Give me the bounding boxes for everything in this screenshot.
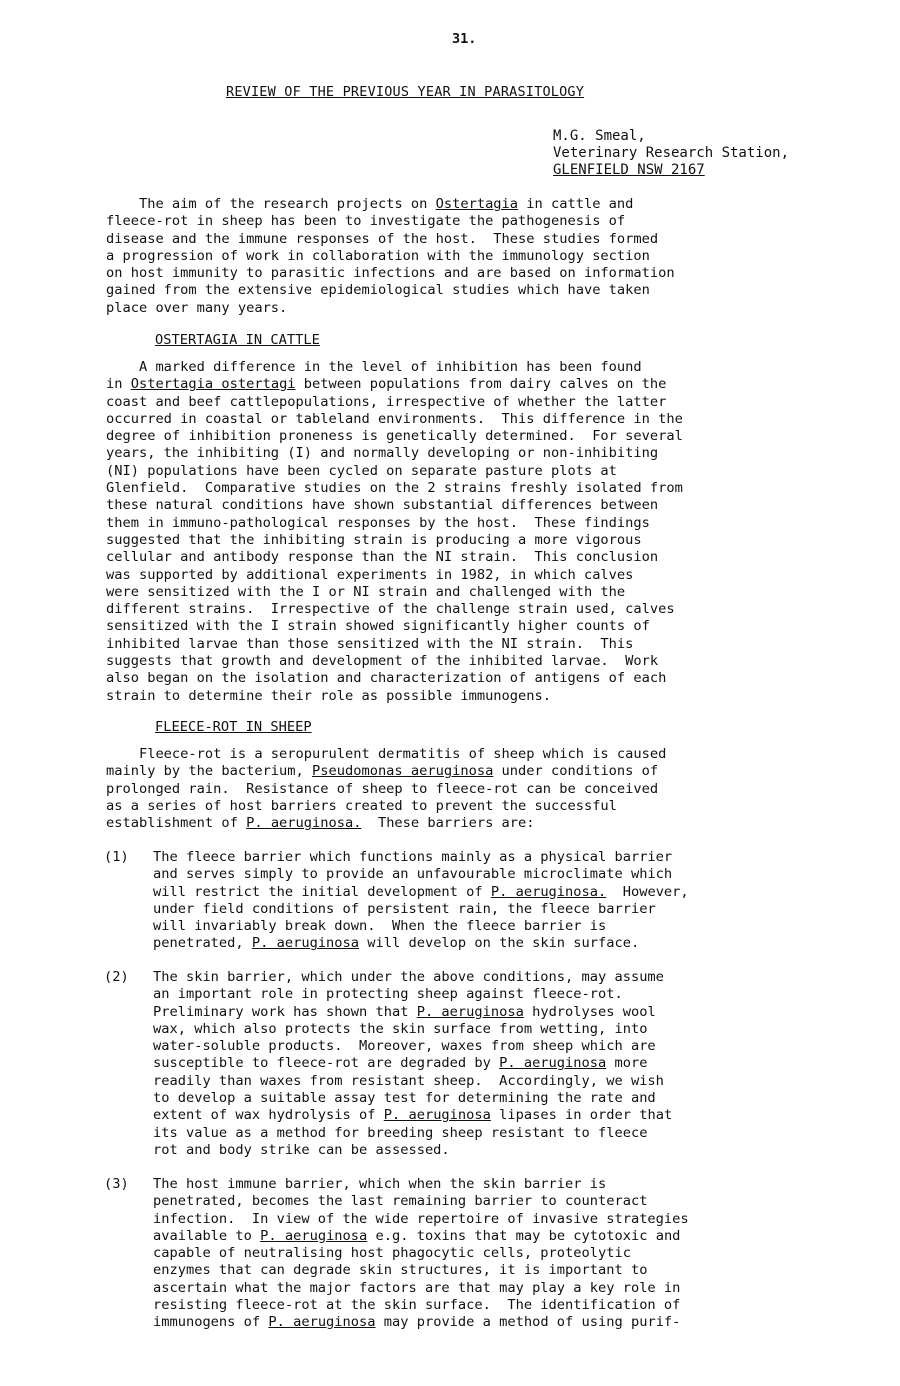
author-name: M.G. Smeal, bbox=[553, 128, 646, 144]
section-heading-ostertagia: OSTERTAGIA IN CATTLE bbox=[155, 332, 320, 348]
species-pseudomonas-aeruginosa: Pseudomonas aeruginosa bbox=[312, 763, 494, 780]
document-title: REVIEW OF THE PREVIOUS YEAR IN PARASITOLOGY bbox=[226, 84, 585, 100]
page-number: 31. bbox=[452, 31, 477, 47]
author-affiliation: Veterinary Research Station, bbox=[553, 145, 790, 161]
list-item-number: (1) bbox=[104, 849, 129, 865]
fleece-rot-paragraph: Fleece-rot is a seropurulent dermatitis of sheep which is caused mainly by the bacterium, Pseudomonas aeruginosa under conditions of prolonged rain. Resistance of sheep to fleece-rot can be conceived as a series of host barriers created to prevent the successful establishment of P. aeruginosa. These barriers are: bbox=[106, 746, 667, 832]
list-item-fleece-barrier: The fleece barrier which functions mainly as a physical barrier and serves simply to provide an unfavourable microclimate which will restrict the initial development of P. aeruginosa. However, under field conditions of persistent rain, the fleece barrier will invariably break down. When the fleece barrier is penetrated, P. aeruginosa will develop on the skin surface. bbox=[153, 849, 689, 952]
genus-ostertagia: Ostertagia bbox=[435, 196, 519, 212]
list-item-number: (3) bbox=[104, 1176, 129, 1192]
ostertagia-paragraph: A marked difference in the level of inhibition has been found in Ostertagia ostertagi between populations from dairy calves on the coast and beef cattlepopulations, irrespective of whether the latter occurred in coastal or tableland environments. This difference in the degree of inhibition proneness is genetically determined. For several years, the inhibiting (I) and normally developing or non-inhibiting (NI) populations have been cycled on separate pasture plots at Glenfield. Comparative studies on the 2 strains freshly isolated from these natural conditions have shown substantial differences between them in immuno-pathological responses by the host. These findings suggested that the inhibiting strain is producing a more vigorous cellular and antibody response than the NI strain. This conclusion was supported by additional experiments in 1982, in which calves were sensitized with the I or NI strain and challenged with the different strains. Irrespective of the challenge strain used, calves sensitized with the I strain showed significantly higher counts of inhibited larvae than those sensitized with the NI strain. This suggests that growth and development of the inhibited larvae. Work also began on the isolation and characterization of antigens of each strain to determine their role as possible immunogens. bbox=[106, 359, 683, 704]
list-item-immune-barrier: The host immune barrier, which when the skin barrier is penetrated, becomes the last remaining barrier to counteract infection. In view of the wide repertoire of invasive strategies available to P. aeruginosa e.g. toxins that may be cytotoxic and capable of neutralising host phagocytic cells, proteolytic enzymes that can degrade skin structures, it is important to ascertain what the major factors are that may play a key role in resisting fleece-rot at the skin surface. The identification of immunogens of P. aeruginosa may provide a method of using purif- bbox=[153, 1176, 689, 1331]
author-location: GLENFIELD NSW 2167 bbox=[553, 162, 705, 178]
section-heading-fleece-rot: FLEECE-ROT IN SHEEP bbox=[155, 719, 312, 735]
intro-paragraph: The aim of the research projects on Ostertagia in cattle and fleece-rot in sheep has been to investigate the pathogenesis of disease and the immune responses of the host. These studies formed a progression of work in collaboration with the immunology section on host immunity to parasitic infections and are based on information gained from the extensive epidemiological studies which have taken place over many years. bbox=[106, 196, 675, 316]
author-block bbox=[553, 128, 789, 179]
list-item-number: (2) bbox=[104, 969, 129, 985]
list-item-skin-barrier: The skin barrier, which under the above conditions, may assume an important role in protecting sheep against fleece-rot. Preliminary work has shown that P. aeruginosa hydrolyses wool wax, which also protects the skin surface from wetting, into water-soluble products. Moreover, waxes from sheep which are susceptible to fleece-rot are degraded by P. aeruginosa more readily than waxes from resistant sheep. Accordingly, we wish to develop a suitable assay test for determining the rate and extent of wax hydrolysis of P. aeruginosa lipases in order that its value as a method for breeding sheep resistant to fleece rot and body strike can be assessed. bbox=[153, 969, 673, 1158]
species-ostertagia-ostertagi: Ostertagia ostertagi bbox=[130, 376, 296, 393]
